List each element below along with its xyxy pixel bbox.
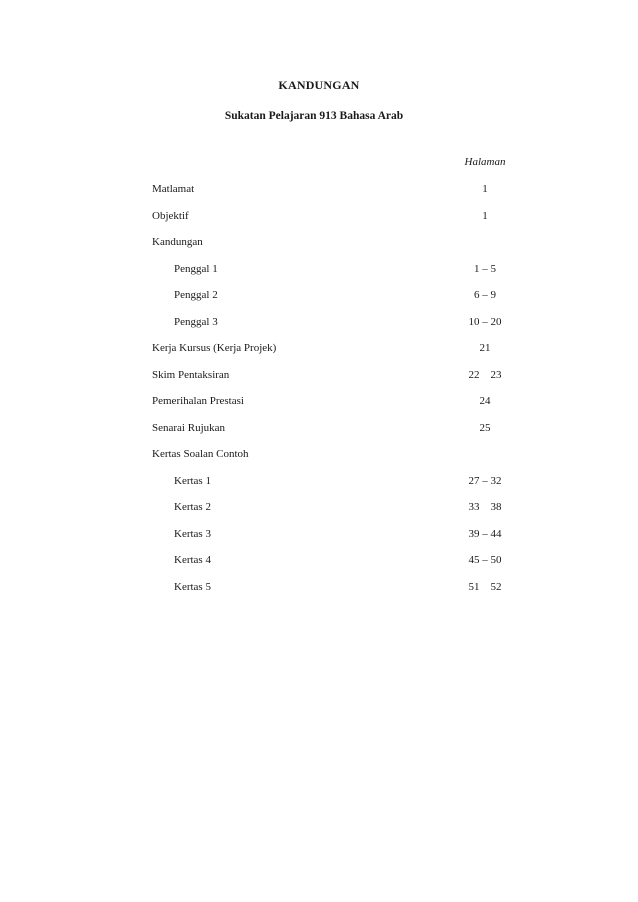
toc-entry-label: Penggal 3 bbox=[174, 316, 218, 328]
toc-entry-label: Pemerihalan Prestasi bbox=[152, 395, 244, 407]
toc-row bbox=[152, 446, 532, 462]
toc-entry-page: 6 – 9 bbox=[474, 289, 496, 301]
toc-row bbox=[152, 526, 532, 542]
toc-entry-label: Kertas 4 bbox=[174, 554, 211, 566]
toc-row bbox=[152, 314, 532, 330]
toc-row bbox=[152, 181, 532, 197]
toc-row bbox=[152, 579, 532, 595]
toc-row bbox=[152, 340, 532, 356]
toc-entry-label: Skim Pentaksiran bbox=[152, 369, 230, 381]
page-column-header: Halaman bbox=[464, 156, 506, 168]
toc-row bbox=[152, 473, 532, 489]
toc-entry-label: Kertas 1 bbox=[174, 475, 211, 487]
toc-entry-page: 45 – 50 bbox=[468, 554, 502, 566]
toc-entry-page: 1 – 5 bbox=[474, 263, 496, 275]
toc-row bbox=[152, 393, 532, 409]
toc-entry-page: 51 52 bbox=[468, 581, 502, 593]
toc-entry-label: Penggal 2 bbox=[174, 289, 218, 301]
toc-entry-label: Kertas 5 bbox=[174, 581, 211, 593]
toc-row bbox=[152, 234, 532, 250]
toc-entry-page: 24 bbox=[479, 395, 491, 407]
toc-row bbox=[152, 261, 532, 277]
toc-entry-label: Kandungan bbox=[152, 236, 203, 248]
document-subtitle: Sukatan Pelajaran 913 Bahasa Arab bbox=[224, 110, 404, 122]
toc-entry-page: 25 bbox=[479, 422, 491, 434]
toc-row bbox=[152, 420, 532, 436]
toc-entry-page: 1 bbox=[482, 183, 488, 195]
document-title: KANDUNGAN bbox=[278, 78, 360, 92]
toc-entry-page: 33 38 bbox=[468, 501, 502, 513]
toc-row bbox=[152, 552, 532, 568]
toc-entry-page: 27 – 32 bbox=[468, 475, 502, 487]
toc-entry-page: 10 – 20 bbox=[468, 316, 502, 328]
toc-entry-label: Kertas 2 bbox=[174, 501, 211, 513]
toc-entry-page: 21 bbox=[479, 342, 491, 354]
toc-entry-label: Kerja Kursus (Kerja Projek) bbox=[152, 342, 277, 354]
toc-entry-label: Senarai Rujukan bbox=[152, 422, 226, 434]
toc-entry-label: Kertas 3 bbox=[174, 528, 211, 540]
toc-row bbox=[152, 287, 532, 303]
toc-entry-label: Objektif bbox=[152, 210, 189, 222]
toc-entry-page: 22 23 bbox=[468, 369, 502, 381]
toc-entry-label: Penggal 1 bbox=[174, 263, 218, 275]
toc-entry-page: 39 – 44 bbox=[468, 528, 502, 540]
toc-row bbox=[152, 499, 532, 515]
toc-entry-page: 1 bbox=[482, 210, 488, 222]
toc-entry-label: Matlamat bbox=[152, 183, 195, 195]
toc-entry-label: Kertas Soalan Contoh bbox=[152, 448, 249, 460]
toc-row bbox=[152, 208, 532, 224]
toc-row bbox=[152, 367, 532, 383]
